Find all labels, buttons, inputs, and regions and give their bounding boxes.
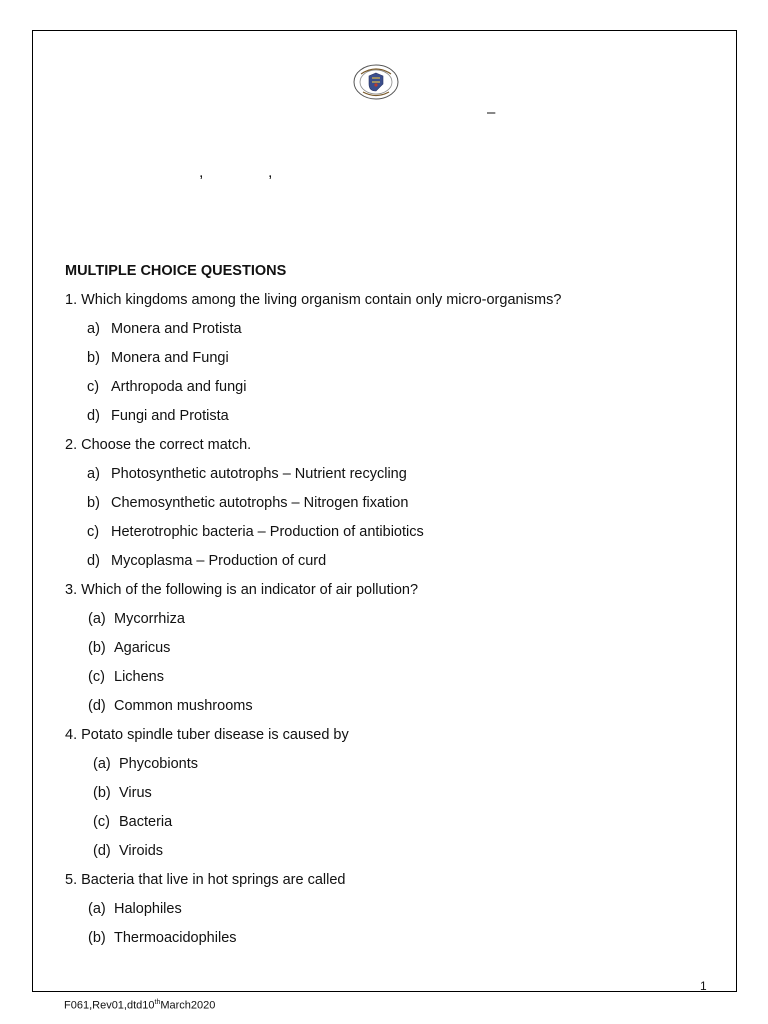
section-title: MULTIPLE CHOICE QUESTIONS [65,263,287,279]
answer-option: (a) Halophiles [88,901,182,917]
answer-option: b) Monera and Fungi [87,350,229,366]
answer-option: b) Chemosynthetic autotrophs – Nitrogen fixation [87,495,409,511]
question-text: 5. Bacteria that live in hot springs are called [65,872,346,888]
answer-option: (a) Mycorrhiza [88,611,185,627]
question-text: 3. Which of the following is an indicator of air pollution? [65,582,419,598]
header-comma: , [268,164,273,181]
answer-option: (a) Phycobionts [93,756,198,772]
answer-option: a) Monera and Protista [87,321,242,337]
answer-option: d) Fungi and Protista [87,408,229,424]
answer-option: d) Mycoplasma – Production of curd [87,553,327,569]
question-text: 4. Potato spindle tuber disease is caused by [65,727,349,743]
header-dash: – [487,104,496,121]
page-number: 1 [700,979,707,993]
school-crest-logo [353,64,399,100]
answer-option: a) Photosynthetic autotrophs – Nutrient recycling [87,466,407,482]
answer-option: (b) Virus [93,785,152,801]
answer-option: (d) Viroids [93,843,164,859]
document-footer: F061,Rev01,dtd10thMarch2020 [64,999,216,1012]
question-list [65,262,705,958]
question-text: 1. Which kingdoms among the living organism contain only micro-organisms? [65,292,562,308]
answer-option: (c) Bacteria [93,814,173,830]
question-text: 2. Choose the correct match. [65,437,252,453]
answer-option: c) Heterotrophic bacteria – Production of antibiotics [87,524,424,540]
answer-option: (b) Agaricus [88,640,171,656]
answer-option: c) Arthropoda and fungi [87,379,247,395]
header-comma: , [199,164,204,181]
answer-option: (d) Common mushrooms [88,698,253,714]
answer-option: (b) Thermoacidophiles [88,930,237,946]
answer-option: (c) Lichens [88,669,164,685]
